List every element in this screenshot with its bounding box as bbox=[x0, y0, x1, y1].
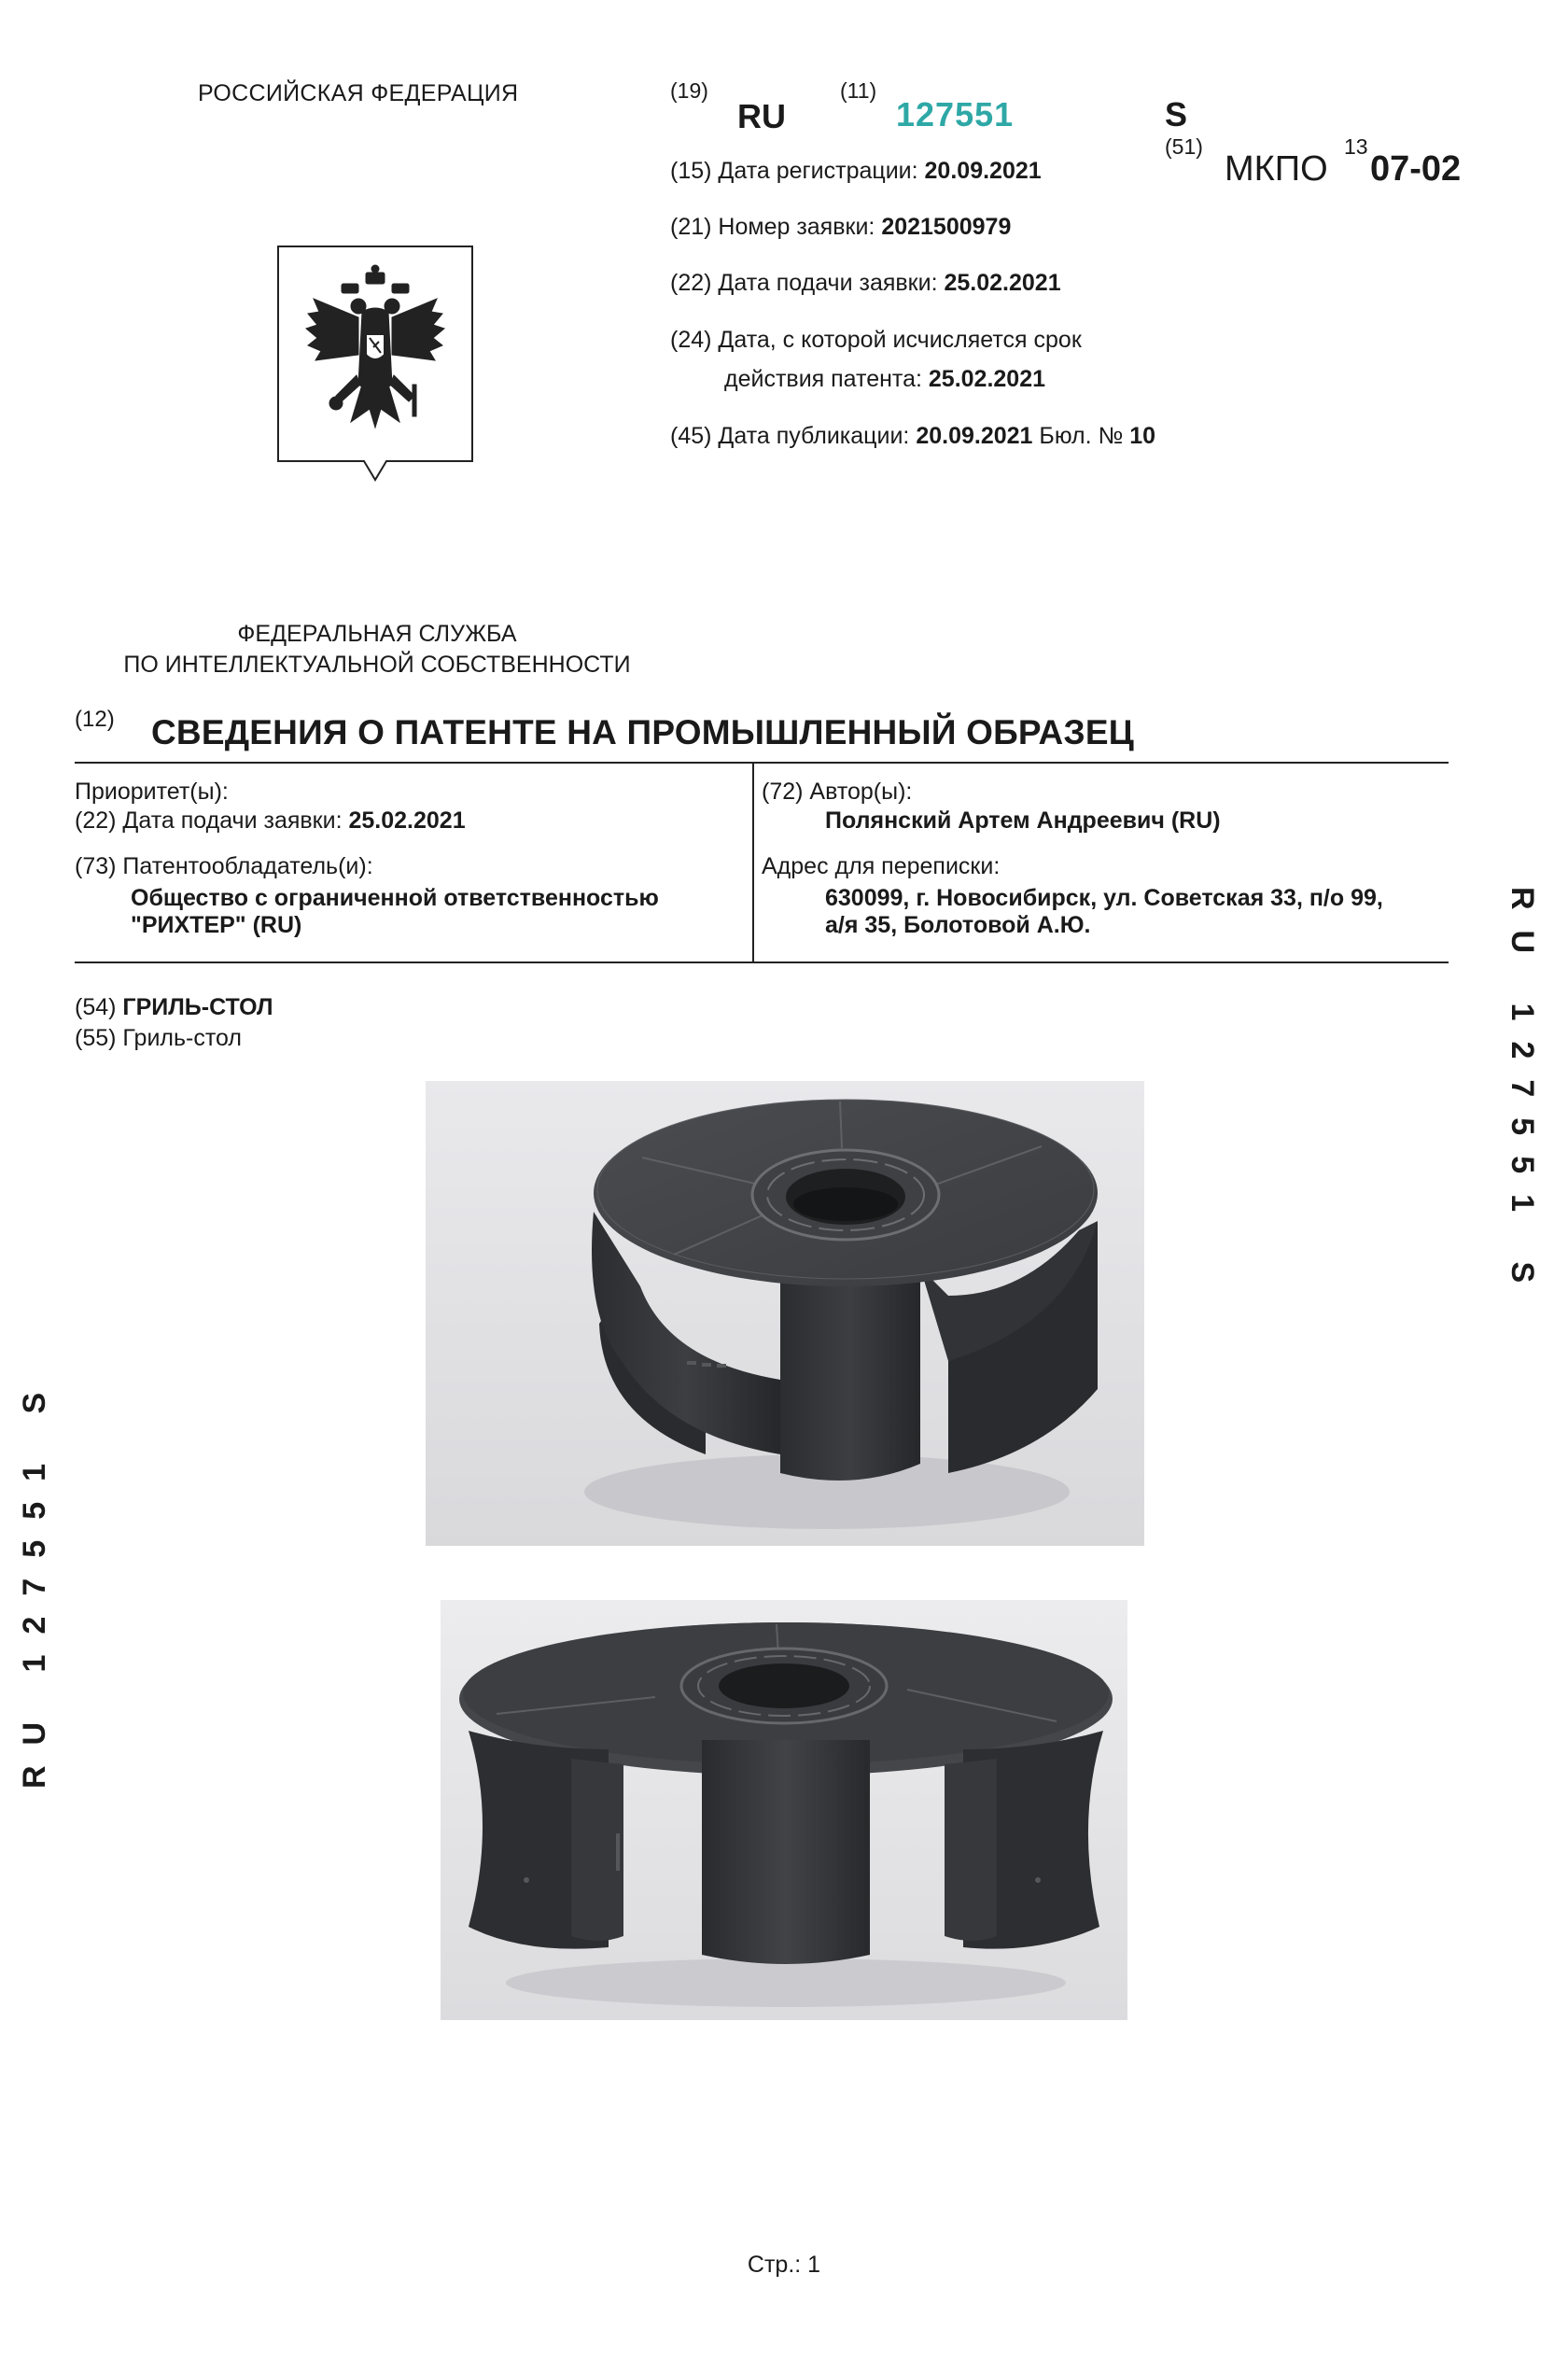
code-51: (51) bbox=[1165, 134, 1203, 159]
design-photo-top-view bbox=[426, 1081, 1144, 1546]
registration-date: (15) Дата регистрации: 20.09.2021 bbox=[670, 158, 1042, 184]
filing-date: (22) Дата подачи заявки: 25.02.2021 bbox=[670, 270, 1061, 296]
side-label-left: RU 127551 S bbox=[17, 1371, 52, 1789]
country-name: РОССИЙСКАЯ ФЕДЕРАЦИЯ bbox=[198, 80, 519, 106]
side-label-right: RU 127551 S bbox=[1505, 887, 1540, 1304]
author-label: (72) Автор(ы): bbox=[762, 779, 913, 805]
author-name: Полянский Артем Андреевич (RU) bbox=[825, 807, 1221, 834]
agency-line-1: ФЕДЕРАЛЬНАЯ СЛУЖБА bbox=[237, 621, 517, 647]
publication-date: (45) Дата публикации: 20.09.2021 Бюл. № 10 bbox=[670, 423, 1156, 449]
country-code: RU bbox=[737, 97, 786, 135]
priority-filing-date: (22) Дата подачи заявки: 25.02.2021 bbox=[75, 807, 466, 834]
holder-label: (73) Патентообладатель(и): bbox=[75, 853, 373, 879]
document-title: СВЕДЕНИЯ О ПАТЕНТЕ НА ПРОМЫШЛЕННЫЙ ОБРАЗЕЦ bbox=[151, 713, 1134, 751]
holder-name: Общество с ограниченной ответственностью "РИХТЕР" (RU) bbox=[131, 885, 659, 938]
design-description: (55) Гриль-стол bbox=[75, 1025, 242, 1051]
priority-label: Приоритет(ы): bbox=[75, 779, 229, 805]
address-label: Адрес для переписки: bbox=[762, 853, 1001, 879]
coat-of-arms-emblem bbox=[276, 245, 474, 484]
term-start-date: (24) Дата, с которой исчисляется срок bbox=[670, 327, 1082, 353]
patent-number: 127551 bbox=[896, 95, 1015, 133]
table-divider bbox=[752, 762, 754, 963]
table-top-rule bbox=[75, 762, 1449, 764]
title-code: (12) bbox=[75, 707, 115, 732]
term-start-date-value: действия патента: 25.02.2021 bbox=[724, 366, 1046, 392]
agency-name bbox=[88, 619, 666, 681]
application-number: (21) Номер заявки: 2021500979 bbox=[670, 214, 1012, 240]
mkpo-class: 07-02 bbox=[1370, 149, 1462, 189]
design-photo-side-view bbox=[441, 1600, 1127, 2020]
mkpo-edition: 13 bbox=[1344, 134, 1368, 159]
correspondence-address: 630099, г. Новосибирск, ул. Советская 33, п/о 99, а/я 35, Болотовой А.Ю. bbox=[825, 885, 1383, 938]
code-19: (19) bbox=[670, 78, 708, 103]
document-kind: S bbox=[1165, 95, 1188, 133]
code-11: (11) bbox=[840, 78, 877, 103]
agency-line-2: ПО ИНТЕЛЛЕКТУАЛЬНОЙ СОБСТВЕННОСТИ bbox=[123, 652, 631, 678]
mkpo-label: МКПО bbox=[1225, 149, 1328, 189]
design-name: (54) ГРИЛЬ-СТОЛ bbox=[75, 994, 273, 1020]
page-number: Стр.: 1 bbox=[747, 2252, 821, 2278]
table-bottom-rule bbox=[75, 961, 1449, 963]
